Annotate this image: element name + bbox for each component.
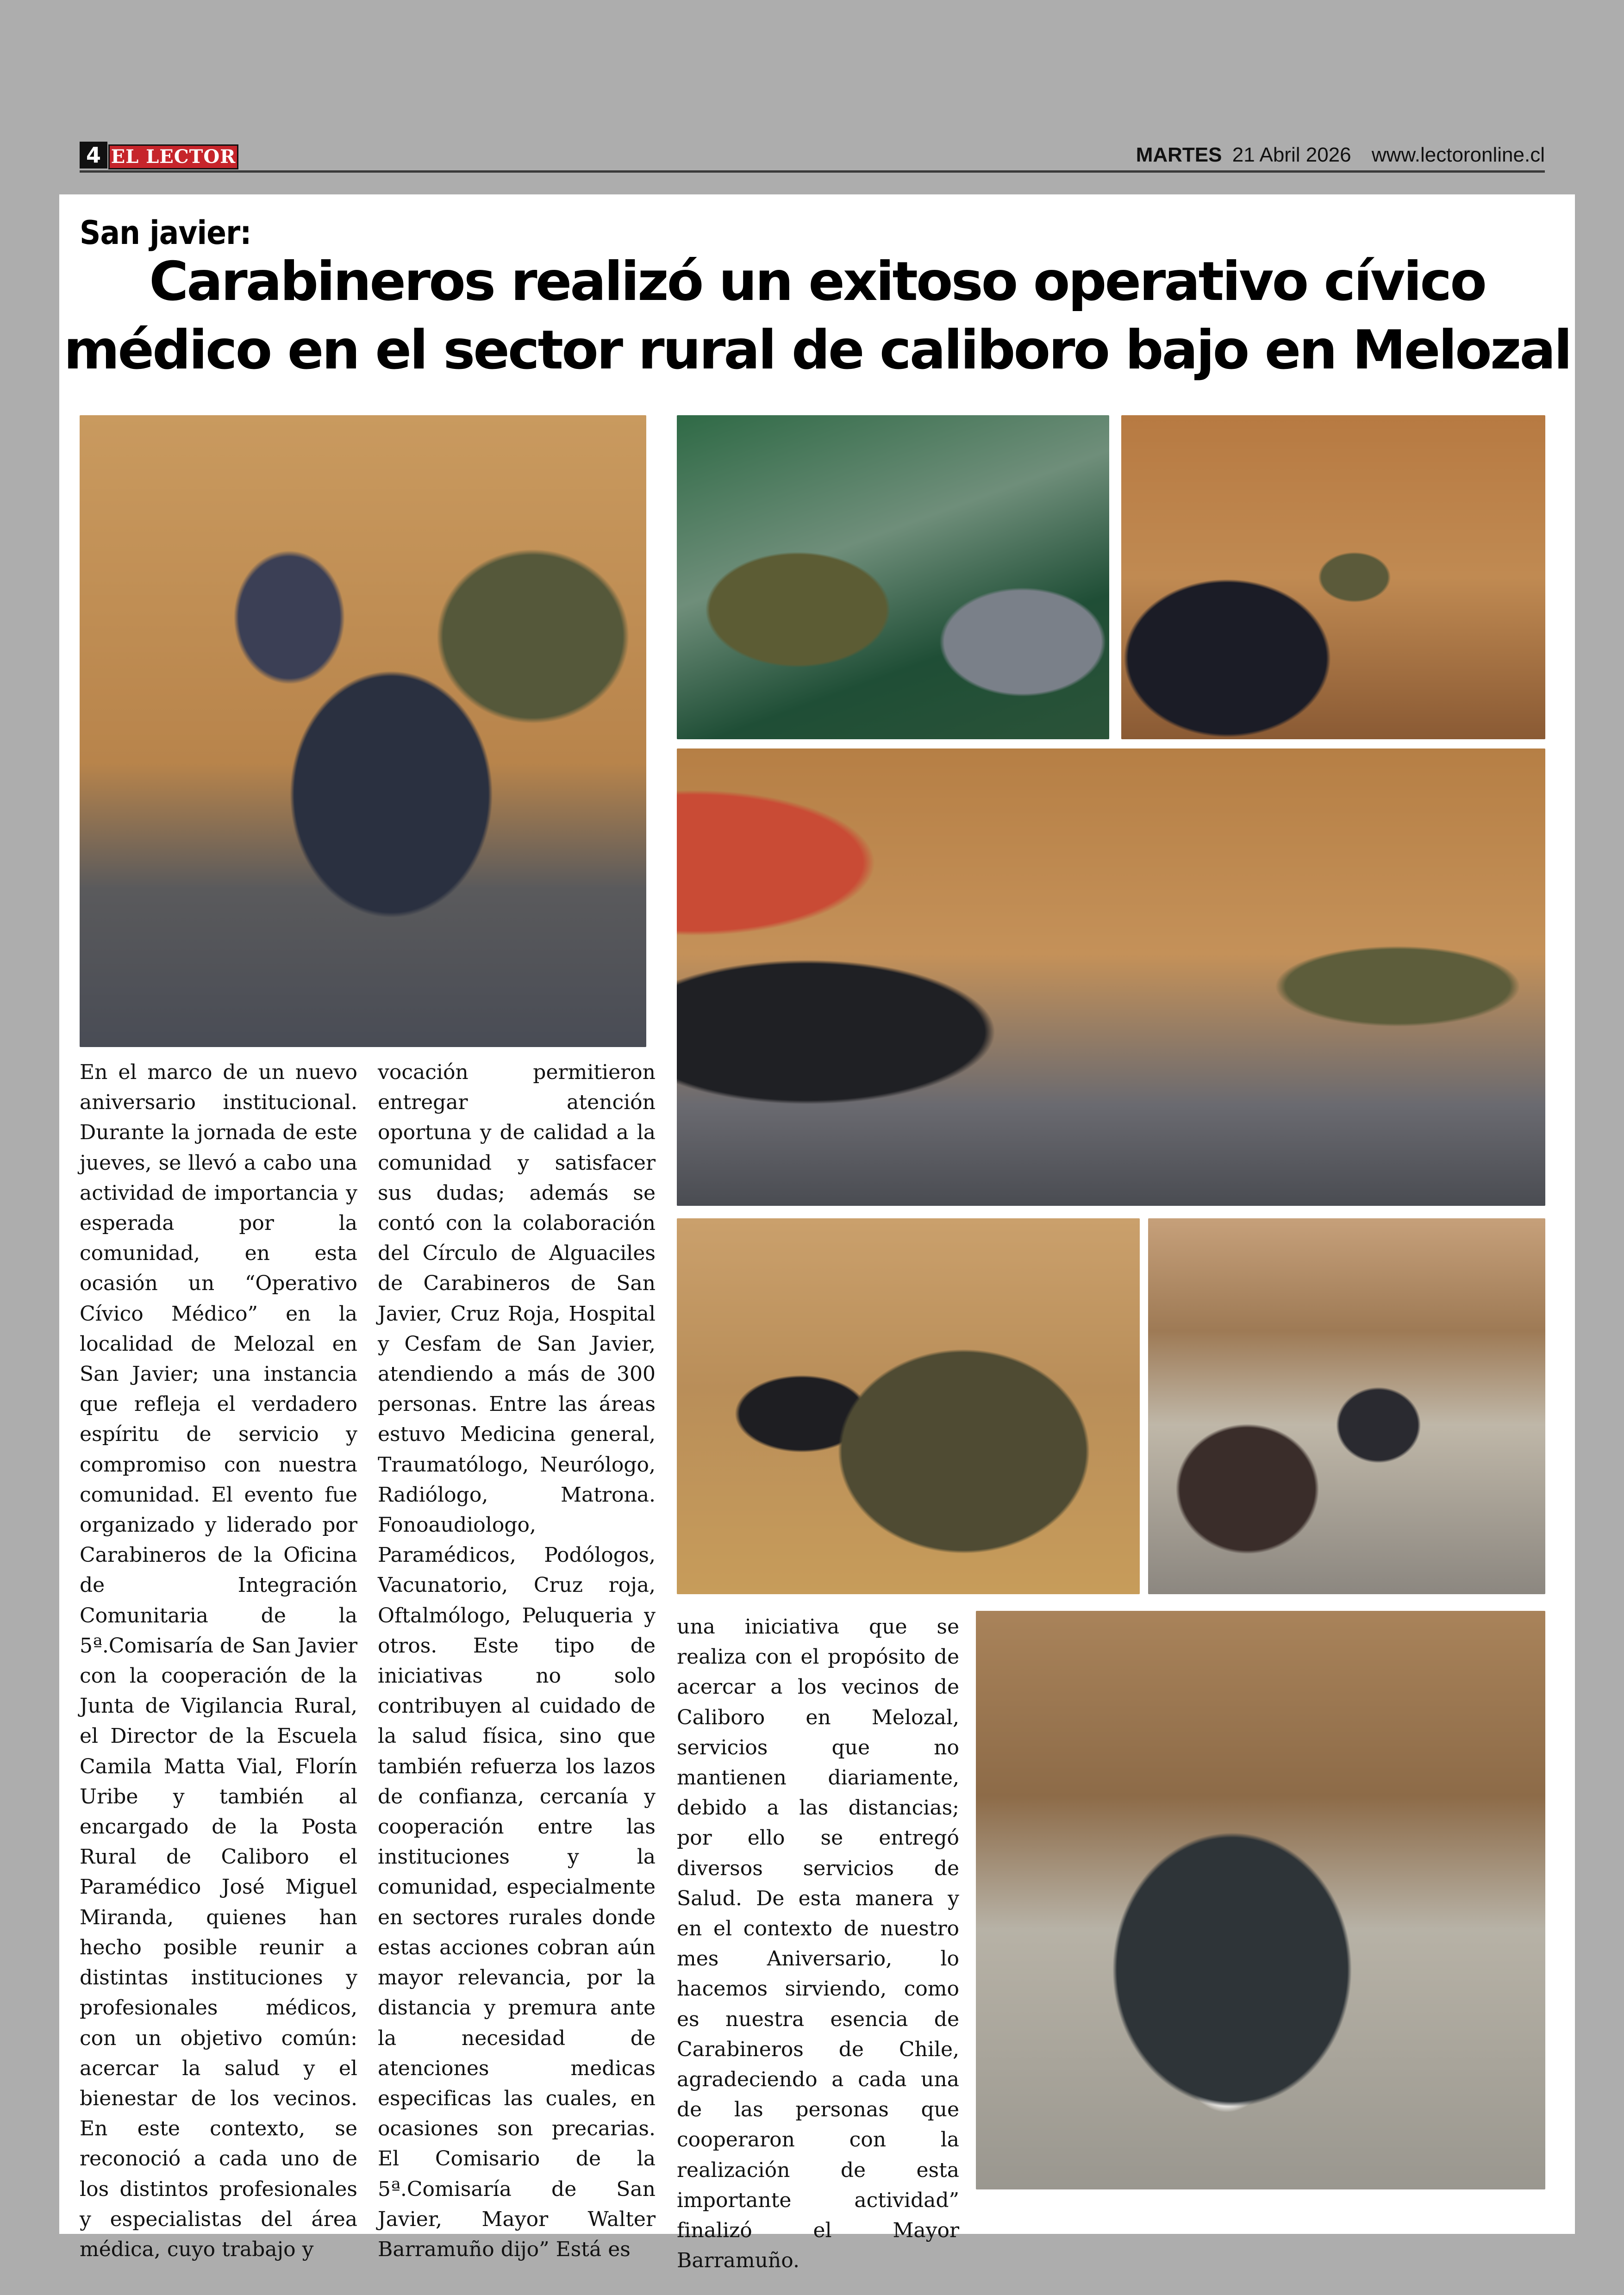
article-headline: Carabineros realizó un exitoso operativo cívico médico en el sector rural de caliboro bajo en Melozal — [63, 250, 1571, 381]
newspaper-logo: EL LECTOR — [108, 144, 238, 169]
photo-medical-attention — [1148, 1218, 1545, 1594]
photo-officer-with-children — [677, 415, 1109, 739]
photo-library-visit — [1121, 415, 1545, 739]
photo-community-hall — [677, 748, 1545, 1206]
article-column-1: En el marco de un nuevo aniversario institucional. Durante la jornada de este jueves, se llevó a cabo una actividad de importancia y esperada por la comunidad, en esta ocasión un “Operativo Cívico Médico” en la localidad de Melozal en San Javier; una instancia que refleja el verdadero espíritu de servicio y compromiso con nuestra comunidad. El evento fue organizado y liderado por Carabineros de la Oficina de Integración Comunitaria de la 5ª.Comisaría de San Javier con la cooperación de la Junta de Vigilancia Rural, el Director de la Escuela Camila Matta Vial, Florín Uribe y también al encargado de la Posta Rural de Caliboro el Paramédico José Miguel Miranda, quienes han hecho posible reunir a distintas instituciones y profesionales médicos, con un objetivo común: acercar la salud y el bienestar de los vecinos. En este contexto, se reconoció a cada uno de los distintos profesionales y especialistas del área médica, cuyo trabajo y — [80, 1060, 357, 2261]
issue-date: 21 Abril 2026 — [1232, 143, 1351, 166]
website-link[interactable]: www.lectoronline.cl — [1371, 143, 1545, 166]
photo-officer-with-resident — [677, 1218, 1140, 1594]
article-column-3: una iniciativa que se realiza con el propósito de acercar a los vecinos de Caliboro en Melozal, servicios que no mantienen diariamente, debido a las distancias; por ello se entregó diversos servicios de Salud. De esta manera y en el contexto de nuestro mes Aniversario, lo hacemos sirviendo, como es nuestra esencia de Carabineros de Chile, agradeciendo a cada una de las personas que cooperaron con la realización de esta importante actividad” finalizó el Mayor Barramuño. — [677, 1615, 959, 2273]
newspaper-page — [59, 194, 1575, 2273]
article-column-2: vocación permitieron entregar atención oportuna y de calidad a la comunidad y satisfacer sus dudas; además se contó con la colaboración del Círculo de Alguaciles de Carabineros de San Javier, Cruz Roja, Hospital y Cesfam de San Javier, atendiendo a más de 300 personas. Entre las áreas estuvo Medicina general, Traumatólogo, Neurólogo, Radiólogo, Matrona. Fonoaudiologo, Paramédicos, Podólogos, Vacunatorio, Cruz roja, Oftalmólogo, Peluqueria y otros. Este tipo de iniciativas no solo contribuyen al cuidado de la salud física, sino que también refuerza los lazos de confianza, cercanía y cooperación entre las instituciones y la comunidad, especialmente en sectores rurales donde estas acciones cobran aún mayor relevancia, por la distancia y premura ante la necesidad de atenciones medicas especificas las cuales, en ocasiones son precarias. El Comisario de la 5ª.Comisaría de San Javier, Mayor Walter Barramuño dijo” Está es — [378, 1060, 656, 2261]
masthead-bar — [80, 142, 1545, 173]
issue-day: MARTES — [1136, 143, 1222, 166]
photo-haircut-officer — [80, 415, 646, 1047]
dateline — [1136, 142, 1545, 168]
article-kicker: San javier: — [80, 214, 251, 252]
photo-group-portrait — [976, 1611, 1545, 2189]
page-number: 4 — [80, 142, 107, 168]
